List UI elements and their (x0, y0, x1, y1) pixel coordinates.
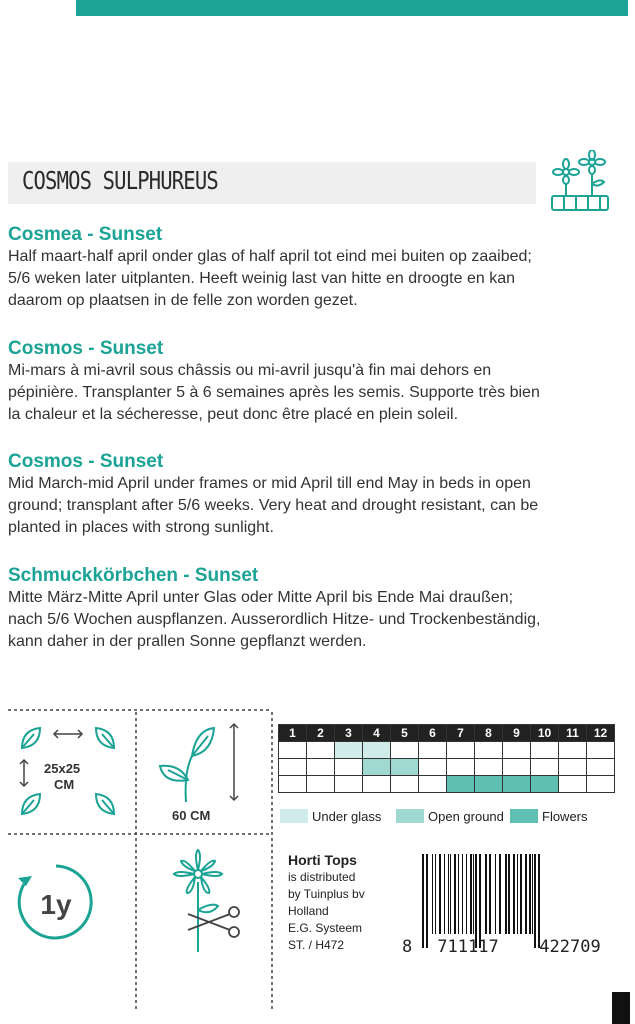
barcode-bar (517, 854, 518, 934)
barcode-bar (505, 854, 507, 934)
barcode-bars (422, 854, 540, 948)
barcode-bar (448, 854, 449, 934)
calendar-cell (531, 759, 559, 776)
sowing-calendar (278, 724, 615, 793)
calendar-cell (475, 776, 503, 793)
calendar-cell (335, 776, 363, 793)
calendar-cell (587, 759, 615, 776)
calendar-cell (335, 742, 363, 759)
calendar-month-row (279, 725, 615, 742)
calendar-month-10: 10 (531, 725, 559, 742)
calendar-cell (559, 759, 587, 776)
dashed-divider (8, 708, 270, 712)
calendar-cell (559, 776, 587, 793)
calendar-cell (279, 759, 307, 776)
section-line: Mi-mars à mi-avril sous châssis ou mi-avril jusqu'à fin mai dehors en (8, 362, 492, 379)
lifecycle-label: 1y (40, 889, 72, 920)
section-dutch (8, 224, 630, 312)
distributor-info (288, 852, 365, 954)
barcode-bar (462, 854, 463, 934)
calendar-cell (279, 742, 307, 759)
barcode-bar (532, 854, 533, 934)
legend-under-glass (280, 806, 381, 826)
legend-open-ground (396, 806, 504, 826)
barcode-bar (538, 854, 540, 948)
calendar-cell (587, 776, 615, 793)
barcode-left-digits: 711117 (437, 937, 499, 956)
calendar-cell (391, 759, 419, 776)
calendar-cell (391, 776, 419, 793)
section-line: planted in places with strong sunlight. (8, 519, 274, 536)
section-line: Mid March-mid April under frames or mid April till end May in beds in open (8, 475, 531, 492)
brand-name: Horti Tops (288, 852, 357, 868)
calendar-cell (559, 742, 587, 759)
barcode-bar (513, 854, 515, 934)
calendar-cell (447, 742, 475, 759)
barcode-bar (470, 854, 472, 934)
section-heading: Cosmos - Sunset (8, 338, 164, 359)
dashed-divider-vertical (134, 712, 138, 1012)
legend-label: Flowers (542, 808, 588, 824)
section-line: la chaleur et la sécheresse, peut donc être placé en plein soleil. (8, 406, 459, 423)
calendar-cell (447, 776, 475, 793)
dashed-divider-vertical (270, 712, 274, 1012)
barcode-bar (444, 854, 445, 934)
section-line: nach 5/6 Wochen auspflanzen. Ausserordlich Hitze- und Trockenbeständig, (8, 611, 541, 628)
calendar-month-11: 11 (559, 725, 587, 742)
barcode-bar (473, 854, 474, 934)
dashed-divider (8, 832, 270, 836)
height-label: 60 CM (172, 808, 211, 823)
calendar-cell (447, 759, 475, 776)
section-german (8, 565, 630, 653)
calendar-cell (419, 759, 447, 776)
barcode-bar (485, 854, 487, 934)
barcode-bar (479, 854, 481, 948)
section-english (8, 451, 630, 539)
calendar-cell (307, 776, 335, 793)
calendar-cell (503, 742, 531, 759)
calendar-month-7: 7 (447, 725, 475, 742)
seedling-tray-icon (548, 150, 614, 216)
barcode-bar (450, 854, 451, 934)
barcode-right-digits: 422709 (539, 937, 601, 956)
calendar-cell (531, 742, 559, 759)
top-brand-bar (76, 0, 628, 16)
distributor-line: E.G. Systeem (288, 921, 363, 935)
barcode-bar (435, 854, 436, 934)
legend-flowers (510, 806, 588, 826)
barcode-bar (422, 854, 424, 948)
legend-label: Under glass (312, 808, 382, 824)
calendar-month-3: 3 (335, 725, 363, 742)
barcode-bar (499, 854, 501, 934)
section-line: Half maart-half april onder glas of half april tot eind mei buiten op zaaibed; (8, 248, 532, 265)
barcode-bar (454, 854, 456, 934)
cut-flower-icon (168, 848, 244, 954)
calendar-row-open-ground (279, 759, 615, 776)
section-line: kann daher in der prallen Sonne gepflanzt werden. (8, 633, 367, 650)
calendar-cell (503, 759, 531, 776)
calendar-cell (307, 759, 335, 776)
calendar-cell (475, 742, 503, 759)
barcode-bar (466, 854, 467, 934)
section-line: 5/6 weken later uitplanten. Heeft weinig last van hitte en droogte en kan (8, 270, 515, 287)
plant-height-icon (156, 720, 256, 806)
calendar-row-flowers (279, 776, 615, 793)
distributor-line: Holland (288, 904, 329, 918)
calendar-cell (391, 742, 419, 759)
barcode-bar (439, 854, 441, 934)
legend-swatch (280, 809, 308, 823)
annual-lifecycle-icon (14, 860, 98, 944)
calendar-cell (363, 742, 391, 759)
calendar-month-5: 5 (391, 725, 419, 742)
section-line: ground; transplant after 5/6 weeks. Very heat and drought resistant, can be (8, 497, 539, 514)
distributor-line: by Tuinplus bv (288, 887, 365, 901)
barcode-bar (458, 854, 459, 934)
calendar-month-6: 6 (419, 725, 447, 742)
calendar-month-1: 1 (279, 725, 307, 742)
calendar-cell (419, 742, 447, 759)
barcode-bar (475, 854, 477, 948)
calendar-cell (307, 742, 335, 759)
section-heading: Schmuckkörbchen - Sunset (8, 565, 259, 586)
calendar-month-4: 4 (363, 725, 391, 742)
calendar-month-2: 2 (307, 725, 335, 742)
latin-name: COSMOS SULPHUREUS (22, 166, 218, 195)
calendar-cell (363, 759, 391, 776)
barcode-bar (520, 854, 522, 934)
barcode-first-digit: 8 (402, 937, 413, 956)
section-line: pépinière. Transplanter 5 à 6 semaines après les semis. Supporte très bien (8, 384, 540, 401)
barcode-bar (529, 854, 531, 934)
corner-mark (612, 992, 630, 1024)
section-line: daarom op plaatsen in de felle zon worden gezet. (8, 292, 358, 309)
calendar-month-8: 8 (475, 725, 503, 742)
legend-label: Open ground (428, 808, 504, 824)
section-french (8, 338, 630, 426)
legend-swatch (396, 809, 424, 823)
distributor-line: is distributed (288, 870, 356, 884)
barcode-bar (426, 854, 428, 948)
calendar-cell (531, 776, 559, 793)
barcode-bar (534, 854, 536, 948)
calendar-cell (503, 776, 531, 793)
calendar-cell (475, 759, 503, 776)
section-heading: Cosmea - Sunset (8, 224, 163, 245)
spacing-unit: CM (54, 777, 75, 792)
section-heading: Cosmos - Sunset (8, 451, 164, 472)
barcode-bar (495, 854, 496, 934)
barcode-bar (508, 854, 510, 934)
calendar-cell (419, 776, 447, 793)
calendar-cell (335, 759, 363, 776)
legend-swatch (510, 809, 538, 823)
spacing-label: 25x25 (44, 761, 81, 776)
calendar-row-under-glass (279, 742, 615, 759)
calendar-cell (587, 742, 615, 759)
barcode-bar (432, 854, 433, 934)
barcode-bar (489, 854, 491, 934)
calendar-month-9: 9 (503, 725, 531, 742)
distributor-line: ST. / H472 (288, 938, 345, 952)
section-line: Mitte März-Mitte April unter Glas oder Mitte April bis Ende Mai draußen; (8, 589, 514, 606)
calendar-cell (363, 776, 391, 793)
calendar-cell (279, 776, 307, 793)
barcode-bar (525, 854, 527, 934)
calendar-month-12: 12 (587, 725, 615, 742)
ean-barcode (398, 852, 630, 956)
